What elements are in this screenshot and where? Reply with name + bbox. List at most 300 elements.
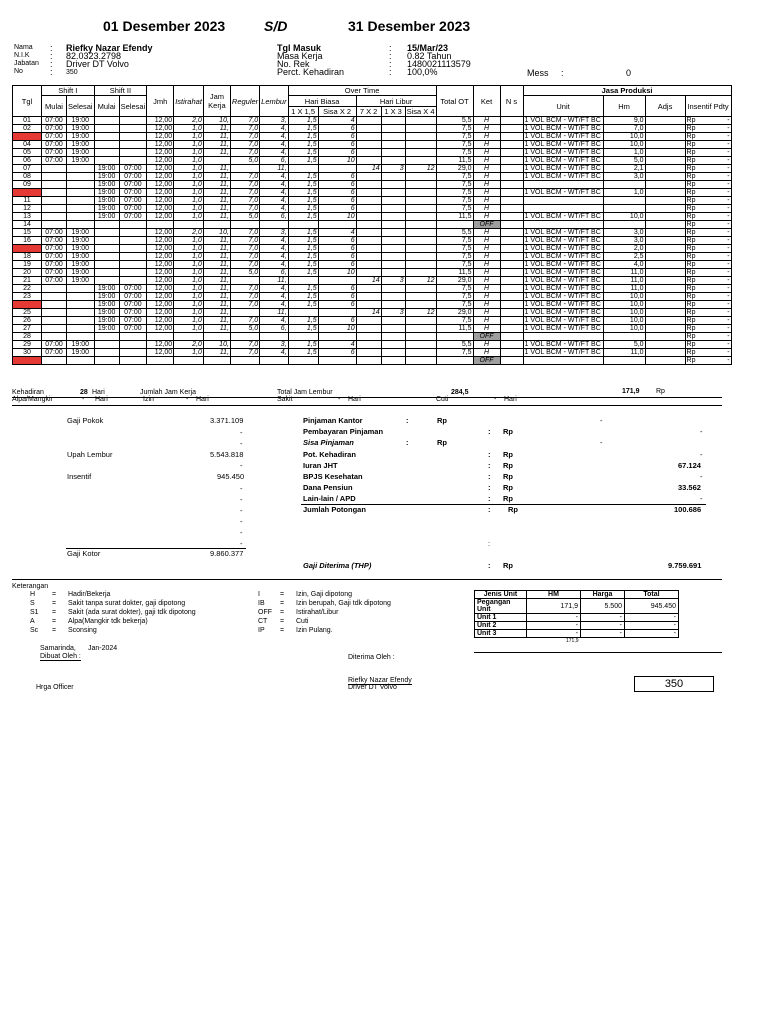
cell-unit: 1 VOL BCM - WT/FT BC xyxy=(523,165,603,173)
cell-rp xyxy=(685,221,731,229)
prod-row xyxy=(475,622,679,630)
cell-k: 11, xyxy=(203,133,230,141)
cell-d: 19 xyxy=(13,261,42,269)
cell-c xyxy=(356,181,381,189)
insentif-label: Insentif xyxy=(67,472,92,481)
cell-ns xyxy=(500,317,523,325)
cell-f xyxy=(405,341,436,349)
bpjs-label: BPJS Kesehatan xyxy=(303,472,363,481)
cell-unit: 1 VOL BCM - WT/FT BC xyxy=(523,293,603,301)
cell-j: 12,00 xyxy=(147,157,174,165)
cell-e2: 07:00 xyxy=(119,301,147,309)
cell-e xyxy=(381,301,405,309)
cell-e1: 19:00 xyxy=(67,149,95,157)
cell-c xyxy=(356,349,381,357)
prod-cell: 171,9 xyxy=(527,599,581,614)
cell-k: 11, xyxy=(203,165,230,173)
cell-b: 10 xyxy=(318,213,356,221)
cell-hm: 10,0 xyxy=(603,325,645,333)
cell-a: 1,5 xyxy=(288,181,318,189)
label-perct-kehadiran: Perct. Kehadiran xyxy=(277,67,345,77)
cell-e2: 07:00 xyxy=(119,181,147,189)
prod-total-cell: 171,9 xyxy=(565,638,579,644)
cell-adjs xyxy=(645,229,685,237)
cell-j xyxy=(147,357,174,365)
cell-e xyxy=(381,237,405,245)
date-end: 31 Desember 2023 xyxy=(348,18,471,34)
cell-r: 7,0 xyxy=(230,181,259,189)
cell-unit xyxy=(523,357,603,365)
cell-rp: Rp xyxy=(686,285,696,292)
cell-rp xyxy=(685,261,731,269)
cell-e xyxy=(381,349,405,357)
dash: - xyxy=(240,495,243,504)
cell-rp xyxy=(685,245,731,253)
cell-hm: 11,0 xyxy=(603,269,645,277)
cell-i: 1,0 xyxy=(174,141,204,149)
legend-right xyxy=(240,591,460,636)
cell-unit xyxy=(523,197,603,205)
cell-insentif: - xyxy=(727,349,730,356)
cell-r xyxy=(230,357,259,365)
cell-hm: 5,0 xyxy=(603,341,645,349)
alpa-dash: - xyxy=(82,396,85,403)
legend-code: IB xyxy=(258,600,265,607)
colon: : xyxy=(406,416,409,425)
cell-adjs xyxy=(645,285,685,293)
cell-e1: 19:00 xyxy=(67,229,95,237)
cell-e1: 19:00 xyxy=(67,117,95,125)
cell-rp xyxy=(685,173,731,181)
cell-e2: 07:00 xyxy=(119,165,147,173)
cell-a: 1,5 xyxy=(288,301,318,309)
cell-l: 4, xyxy=(260,317,288,325)
cell-b: 10 xyxy=(318,325,356,333)
attendance-table xyxy=(12,85,732,365)
cell-s2 xyxy=(94,149,119,157)
cell-adjs xyxy=(645,181,685,189)
cell-hm: 11,0 xyxy=(603,285,645,293)
cell-rp xyxy=(685,269,731,277)
cell-ket: H xyxy=(473,237,500,245)
pinjaman-rp: Rp xyxy=(437,416,447,425)
cell-adjs xyxy=(645,133,685,141)
cell-l: 4, xyxy=(260,237,288,245)
cell-b: 6 xyxy=(318,133,356,141)
legend-desc: Izin, Gaji dipotong xyxy=(296,591,353,598)
cell-d: 16 xyxy=(13,237,42,245)
cell-a: 1,5 xyxy=(288,325,318,333)
cell-unit: 1 VOL BCM - WT/FT BC xyxy=(523,341,603,349)
cell-adjs xyxy=(645,341,685,349)
cell-s2 xyxy=(94,237,119,245)
cell-adjs xyxy=(645,269,685,277)
cell-i: 1,0 xyxy=(174,349,204,357)
cell-e2 xyxy=(119,253,147,261)
cell-hm: 10,0 xyxy=(603,133,645,141)
cell-d: 08 xyxy=(13,173,42,181)
cell-unit: 1 VOL BCM - WT/FT BC xyxy=(523,349,603,357)
cell-ns xyxy=(500,357,523,365)
cell-e xyxy=(381,157,405,165)
cell-l: 4, xyxy=(260,149,288,157)
dana-pensiun-rp: Rp xyxy=(503,483,513,492)
cell-rp xyxy=(685,125,731,133)
legend-eq: = xyxy=(52,591,57,598)
dash: - xyxy=(240,428,243,437)
cell-rp xyxy=(685,229,731,237)
perct-kehadiran-value: 100,0% xyxy=(407,67,438,77)
header-lembur: Lembur xyxy=(260,86,288,117)
cell-ket: H xyxy=(473,157,500,165)
cell-ns xyxy=(500,149,523,157)
cell-c xyxy=(356,205,381,213)
cell-ns xyxy=(500,277,523,285)
cell-l: 11, xyxy=(260,309,288,317)
cell-ns xyxy=(500,125,523,133)
cell-rp xyxy=(685,141,731,149)
cell-e2: 07:00 xyxy=(119,293,147,301)
cell-rp xyxy=(685,357,731,365)
cell-t: 7,5 xyxy=(436,141,473,149)
table-row xyxy=(13,317,732,325)
cell-l: 4, xyxy=(260,349,288,357)
cell-k: 11, xyxy=(203,325,230,333)
colon: : xyxy=(488,472,491,481)
table-row xyxy=(13,165,732,173)
cell-j: 12,00 xyxy=(147,141,174,149)
kehadiran-hari: Hari xyxy=(92,389,105,396)
cell-unit xyxy=(523,221,603,229)
cell-e2 xyxy=(119,333,147,341)
cell-b: 6 xyxy=(318,245,356,253)
cell-d: 29 xyxy=(13,341,42,349)
cell-e1 xyxy=(67,301,95,309)
cell-a: 1,5 xyxy=(288,213,318,221)
cell-j: 12,00 xyxy=(147,189,174,197)
cell-rp: Rp xyxy=(686,157,696,164)
sakit-dash: - xyxy=(338,396,341,403)
cell-hm: 10,0 xyxy=(603,141,645,149)
cell-e2 xyxy=(119,149,147,157)
pembayaran-pinjaman-label: Pembayaran Pinjaman xyxy=(303,427,384,436)
legend-desc: Sakit (ada surat dokter), gaji tdk dipotong xyxy=(68,609,196,616)
total-hm-sum: 171,9 xyxy=(622,388,640,395)
cell-rp xyxy=(685,149,731,157)
cell-j: 12,00 xyxy=(147,349,174,357)
cell-s2 xyxy=(94,341,119,349)
dana-pensiun-value: 33.562 xyxy=(678,483,701,492)
cell-unit: 1 VOL BCM - WT/FT BC xyxy=(523,285,603,293)
cell-j: 12,00 xyxy=(147,181,174,189)
cell-t xyxy=(436,221,473,229)
cell-i: 1,0 xyxy=(174,125,204,133)
cell-hm: 10,0 xyxy=(603,301,645,309)
cell-e1: 19:00 xyxy=(67,341,95,349)
cell-ket: OFF xyxy=(473,357,500,365)
cell-t: 29,0 xyxy=(436,309,473,317)
cell-unit: 1 VOL BCM - WT/FT BC xyxy=(523,317,603,325)
table-row xyxy=(13,285,732,293)
cell-ket: H xyxy=(473,189,500,197)
cell-rp: Rp xyxy=(686,133,696,140)
cell-d: 17 xyxy=(13,245,42,253)
cell-unit: 1 VOL BCM - WT/FT BC xyxy=(523,309,603,317)
cell-k: 11, xyxy=(203,317,230,325)
cell-rp: Rp xyxy=(686,197,696,204)
cell-adjs xyxy=(645,157,685,165)
cell-c: 14 xyxy=(356,165,381,173)
legend-item xyxy=(12,627,232,636)
cell-s2: 19:00 xyxy=(94,189,119,197)
cell-s2 xyxy=(94,117,119,125)
cell-j: 12,00 xyxy=(147,213,174,221)
cell-s1: 07:00 xyxy=(42,261,67,269)
cell-d: 07 xyxy=(13,165,42,173)
table-row xyxy=(13,229,732,237)
cell-j: 12,00 xyxy=(147,245,174,253)
cell-j: 12,00 xyxy=(147,125,174,133)
cell-c xyxy=(356,293,381,301)
cell-k: 11, xyxy=(203,149,230,157)
cell-e2 xyxy=(119,117,147,125)
cell-ket: H xyxy=(473,173,500,181)
cell-ns xyxy=(500,229,523,237)
cell-rp: Rp xyxy=(686,253,696,260)
cell-insentif: - xyxy=(727,261,730,268)
cell-adjs xyxy=(645,165,685,173)
cell-j: 12,00 xyxy=(147,173,174,181)
cell-s2: 19:00 xyxy=(94,181,119,189)
header-jam-kerja: Jam Kerja xyxy=(203,86,230,117)
legend-item xyxy=(240,627,460,636)
cell-k: 11, xyxy=(203,277,230,285)
cell-b xyxy=(318,357,356,365)
no-rek-value: 1480021113579 xyxy=(407,59,471,69)
legend-eq: = xyxy=(280,591,285,598)
cell-a: 1,5 xyxy=(288,293,318,301)
cell-b: 6 xyxy=(318,189,356,197)
cell-rp xyxy=(685,349,731,357)
cell-rp: Rp xyxy=(686,333,696,340)
cell-s1 xyxy=(42,197,67,205)
cell-ns xyxy=(500,293,523,301)
cell-s1: 07:00 xyxy=(42,141,67,149)
cell-t: 7,5 xyxy=(436,253,473,261)
cell-ket: H xyxy=(473,341,500,349)
cell-s1 xyxy=(42,325,67,333)
cell-s2: 19:00 xyxy=(94,301,119,309)
cell-rp xyxy=(685,237,731,245)
header-unit: Unit xyxy=(523,96,603,117)
cell-s1 xyxy=(42,293,67,301)
pot-kehadiran-value: - xyxy=(700,450,703,459)
table-row xyxy=(13,301,732,309)
cell-ket: H xyxy=(473,349,500,357)
cell-s1: 07:00 xyxy=(42,149,67,157)
cell-unit: 1 VOL BCM - WT/FT BC xyxy=(523,117,603,125)
legend-code: Sc xyxy=(30,627,39,634)
cell-ket: H xyxy=(473,117,500,125)
header-reguler: Reguler xyxy=(230,86,259,117)
cell-f xyxy=(405,333,436,341)
cell-s1: 07:00 xyxy=(42,253,67,261)
cell-s1: 07:00 xyxy=(42,133,67,141)
cell-insentif: - xyxy=(727,117,730,124)
cell-r: 7,0 xyxy=(230,317,259,325)
place-date: Jan-2024 xyxy=(88,645,118,652)
cell-j: 12,00 xyxy=(147,205,174,213)
cell-adjs xyxy=(645,189,685,197)
cell-d: 18 xyxy=(13,253,42,261)
cell-a: 1,5 xyxy=(288,341,318,349)
cell-s2: 19:00 xyxy=(94,165,119,173)
cell-c xyxy=(356,157,381,165)
cell-t: 7,5 xyxy=(436,125,473,133)
cuti-dash: - xyxy=(494,396,497,403)
employee-jabatan: Driver DT Volvo xyxy=(66,59,129,69)
cell-hm: 10,0 xyxy=(603,213,645,221)
cell-e1: 19:00 xyxy=(67,125,95,133)
cell-e2: 07:00 xyxy=(119,173,147,181)
cell-c xyxy=(356,133,381,141)
cell-hm xyxy=(603,205,645,213)
cell-f xyxy=(405,125,436,133)
cell-e xyxy=(381,205,405,213)
masa-kerja-value: 0.82 Tahun xyxy=(407,51,452,61)
colon: : xyxy=(406,438,409,447)
cell-f xyxy=(405,117,436,125)
header-shift1: Shift I xyxy=(42,86,95,96)
gaji-diterima-rp: Rp xyxy=(503,561,513,570)
cell-k: 11, xyxy=(203,349,230,357)
legend-desc: Sconsing xyxy=(68,627,97,634)
cell-k xyxy=(203,221,230,229)
cell-r: 5,0 xyxy=(230,157,259,165)
cell-insentif: - xyxy=(727,141,730,148)
summary-divider-2 xyxy=(12,405,722,406)
cell-e: 3 xyxy=(381,309,405,317)
cell-f xyxy=(405,357,436,365)
cell-s1: 07:00 xyxy=(42,229,67,237)
label-no: No xyxy=(14,68,23,75)
cell-hm: 10,0 xyxy=(603,317,645,325)
cell-c xyxy=(356,333,381,341)
colon: : xyxy=(488,427,491,436)
cell-unit: 1 VOL BCM - WT/FT BC xyxy=(523,173,603,181)
header-over-time: Over Time xyxy=(288,86,436,96)
cell-b: 6 xyxy=(318,141,356,149)
cell-rp: Rp xyxy=(686,357,696,364)
cell-d: 10 xyxy=(13,189,42,197)
cell-t: 29,0 xyxy=(436,277,473,285)
legend-eq: = xyxy=(52,609,57,616)
cell-e1 xyxy=(67,213,95,221)
cell-e2: 07:00 xyxy=(119,189,147,197)
cell-k: 11, xyxy=(203,253,230,261)
cell-s1: 07:00 xyxy=(42,237,67,245)
izin-label: Izin xyxy=(143,396,154,403)
cell-ket: H xyxy=(473,133,500,141)
cell-e1: 19:00 xyxy=(67,245,95,253)
salary-divider xyxy=(12,579,722,580)
cell-rp xyxy=(685,165,731,173)
cell-i: 1,0 xyxy=(174,149,204,157)
cell-f xyxy=(405,253,436,261)
cell-s2 xyxy=(94,221,119,229)
cell-f xyxy=(405,301,436,309)
cell-unit: 1 VOL BCM - WT/FT BC xyxy=(523,277,603,285)
cell-rp: Rp xyxy=(686,245,696,252)
cell-e1 xyxy=(67,325,95,333)
cell-j: 12,00 xyxy=(147,117,174,125)
cell-e: 3 xyxy=(381,277,405,285)
date-separator: S/D xyxy=(264,18,288,34)
cell-k: 11, xyxy=(203,173,230,181)
cell-s2 xyxy=(94,357,119,365)
bpjs-value: - xyxy=(700,472,703,481)
cell-rp: Rp xyxy=(686,277,696,284)
cell-ket: H xyxy=(473,277,500,285)
cell-rp: Rp xyxy=(686,301,696,308)
legend-item xyxy=(240,609,460,618)
prod-cell: - xyxy=(625,614,679,622)
cell-e1 xyxy=(67,357,95,365)
cell-insentif: - xyxy=(727,181,730,188)
cell-c xyxy=(356,261,381,269)
header-jmh: Jmh xyxy=(147,86,174,117)
cell-c xyxy=(356,341,381,349)
table-row xyxy=(13,245,732,253)
cell-rp: Rp xyxy=(686,325,696,332)
cell-t xyxy=(436,357,473,365)
cell-ns xyxy=(500,221,523,229)
cell-e2 xyxy=(119,357,147,365)
cell-d: 22 xyxy=(13,285,42,293)
cell-unit: 1 VOL BCM - WT/FT BC xyxy=(523,189,603,197)
cell-hm: 10,0 xyxy=(603,293,645,301)
cell-insentif: - xyxy=(727,205,730,212)
cell-b: 6 xyxy=(318,181,356,189)
cell-l: 3, xyxy=(260,229,288,237)
cell-unit: 1 VOL BCM - WT/FT BC xyxy=(523,261,603,269)
cell-f xyxy=(405,141,436,149)
cell-rp: Rp xyxy=(686,173,696,180)
dash: - xyxy=(240,517,243,526)
cell-ns xyxy=(500,261,523,269)
label-masa-kerja: Masa Kerja xyxy=(277,51,323,61)
table-row xyxy=(13,133,732,141)
pinjaman-value: - xyxy=(600,416,603,425)
pembayaran-value: - xyxy=(700,427,703,436)
legend-item xyxy=(240,591,460,600)
cell-r xyxy=(230,309,259,317)
cell-t: 7,5 xyxy=(436,293,473,301)
cell-t: 11,5 xyxy=(436,269,473,277)
cell-s2 xyxy=(94,141,119,149)
cell-l: 4, xyxy=(260,189,288,197)
cell-f: 12 xyxy=(405,165,436,173)
table-row xyxy=(13,277,732,285)
cell-c xyxy=(356,285,381,293)
cell-rp xyxy=(685,293,731,301)
legend-item xyxy=(12,618,232,627)
cell-f xyxy=(405,245,436,253)
cell-adjs xyxy=(645,117,685,125)
cell-k: 11, xyxy=(203,213,230,221)
signer-right-title: Driver DT Volvo xyxy=(348,684,397,691)
legend-code: A xyxy=(30,618,35,625)
